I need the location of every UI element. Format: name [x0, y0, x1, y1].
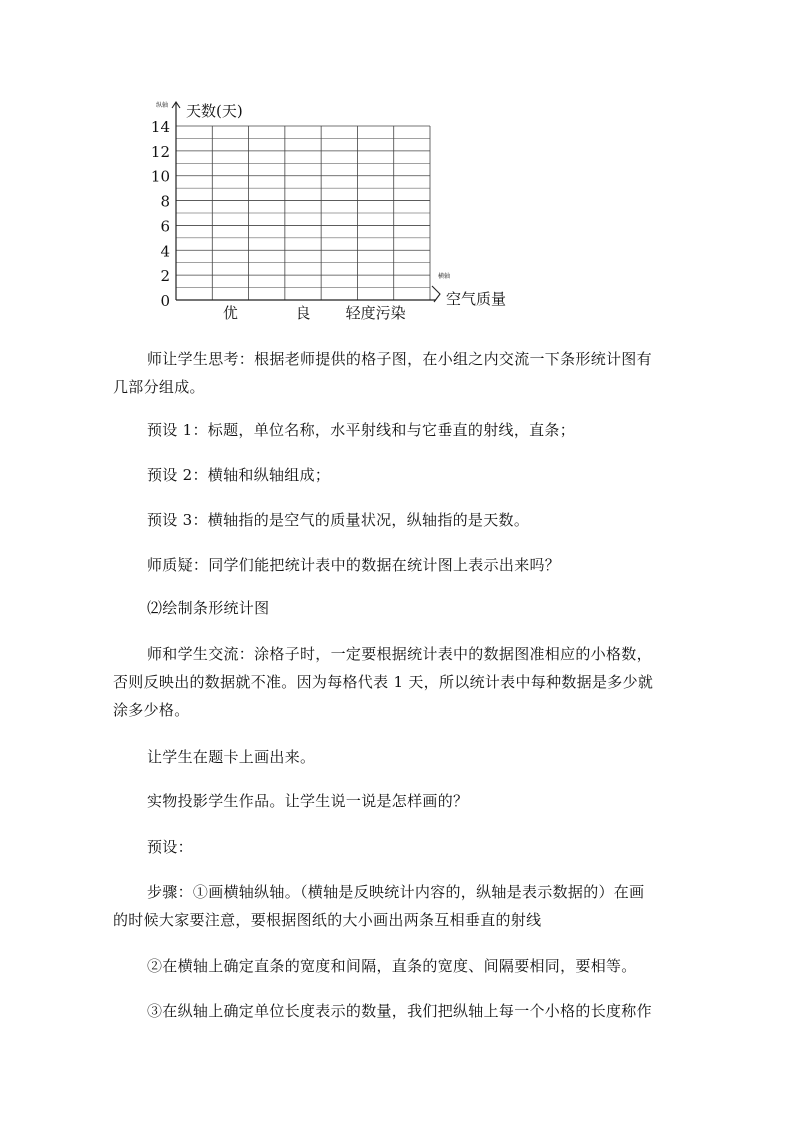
y-tick-label: 2 [160, 267, 170, 286]
paragraph-10: 步骤：①画横轴纵轴。（横轴是反映统计内容的，纵轴是表示数据的）在画 [147, 883, 645, 901]
paragraph-8: 实物投影学生作品。让学生说一说是怎样画的？ [147, 792, 469, 810]
grid-lines [176, 126, 430, 300]
y-axis-label: 天数(天) [186, 102, 243, 120]
paragraph-2: 预设 1：标题，单位名称，水平射线和与它垂直的射线，直条； [147, 421, 576, 439]
paragraph-4: 预设 3：横轴指的是空气的质量状况，纵轴指的是天数。 [147, 511, 530, 529]
paragraph-5: 师质疑：同学们能把统计表中的数据在统计图上表示出来吗？ [147, 556, 561, 574]
paragraph-10-cont: 的时候大家要注意，要根据图纸的大小画出两条互相垂直的射线 [113, 911, 542, 929]
y-tick-label: 10 [150, 167, 170, 186]
x-axis-label: 空气质量 [446, 290, 507, 308]
paragraph-1-cont: 几部分组成。 [113, 378, 205, 396]
paragraph-12: ③在纵轴上确定单位长度表示的数量，我们把纵轴上每一个小格的长度称作 [147, 1002, 652, 1020]
paragraph-1: 师让学生思考：根据老师提供的格子图，在小组之内交流一下条形统计图有 [147, 350, 652, 368]
x-category-label: 良 [295, 304, 311, 322]
paragraph-7: 让学生在题卡上画出来。 [147, 748, 316, 766]
section-heading: ⑵绘制条形统计图 [147, 599, 270, 617]
paragraph-6-cont-2: 涂多少格。 [113, 701, 190, 719]
y-tick-label: 4 [160, 242, 170, 261]
x-axis-small-label: 横轴 [438, 273, 451, 280]
y-tick-label: 14 [150, 118, 170, 136]
paragraph-3: 预设 2：横轴和纵轴组成； [147, 466, 331, 484]
y-tick-label: 0 [160, 292, 170, 310]
x-category-label: 优 [222, 304, 238, 322]
paragraph-6: 师和学生交流：涂格子时，一定要根据统计表中的数据图准相应的小格数， [147, 645, 652, 663]
paragraph-6-cont-1: 否则反映出的数据就不准。因为每格代表 1 天，所以统计表中每种数据是多少就 [113, 673, 654, 691]
y-tick-label: 8 [160, 192, 170, 211]
x-category-labels [223, 304, 406, 322]
x-category-label: 轻度污染 [345, 304, 406, 322]
y-tick-labels [151, 118, 170, 310]
paragraph-9: 预设： [147, 838, 193, 856]
bar-chart-grid [150, 98, 530, 328]
paragraph-11: ②在横轴上确定直条的宽度和间隔，直条的宽度、间隔要相同，要相等。 [147, 957, 637, 975]
y-axis-small-label: 纵轴 [156, 102, 169, 109]
y-tick-label: 12 [150, 142, 170, 161]
y-tick-label: 6 [160, 217, 170, 236]
